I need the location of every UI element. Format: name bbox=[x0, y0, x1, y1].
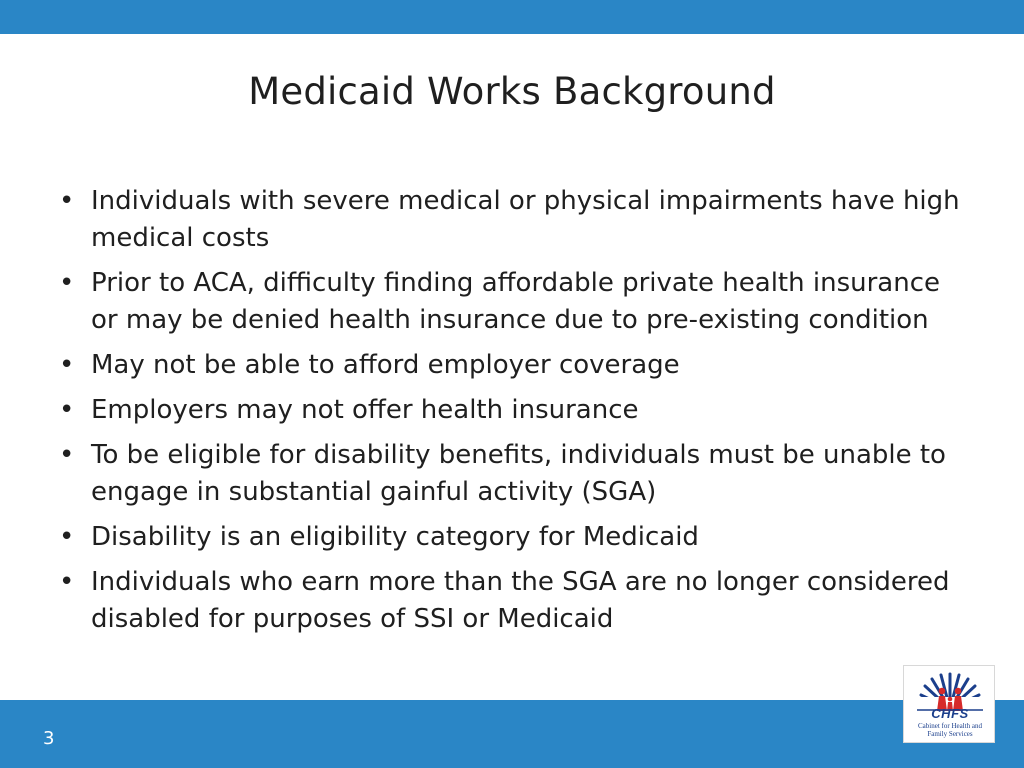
slide-title: Medicaid Works Background bbox=[248, 70, 776, 113]
bullet-item bbox=[58, 564, 973, 638]
bullet-item bbox=[58, 392, 973, 429]
bullet-text: May not be able to afford employer coverage bbox=[91, 350, 680, 380]
chfs-logo bbox=[903, 665, 995, 743]
bullet-dot-icon: • bbox=[59, 268, 75, 298]
bullet-item bbox=[58, 437, 973, 511]
bullet-dot-icon: • bbox=[59, 186, 75, 216]
bullet-text: Disability is an eligibility category for Medicaid bbox=[91, 522, 699, 552]
bullet-dot-icon: • bbox=[59, 350, 75, 380]
bullet-item bbox=[58, 347, 973, 384]
bullet-dot-icon: • bbox=[59, 567, 75, 597]
bullet-text: Individuals with severe medical or physical impairments have high medical costs bbox=[91, 186, 960, 253]
bullet-item bbox=[58, 183, 973, 257]
bottom-footer-bar bbox=[0, 700, 1024, 768]
chfs-family-logo-icon bbox=[913, 671, 987, 711]
bullet-item bbox=[58, 519, 973, 556]
bullet-text: To be eligible for disability benefits, individuals must be unable to engage in substantial gainful activity (SGA) bbox=[91, 440, 946, 507]
bullet-dot-icon: • bbox=[59, 395, 75, 425]
slide-number: 3 bbox=[43, 728, 55, 749]
chfs-logo-subtitle-line2: Family Services bbox=[927, 730, 973, 738]
bullet-dot-icon: • bbox=[59, 440, 75, 470]
bullet-text: Employers may not offer health insurance bbox=[91, 395, 639, 425]
chfs-logo-text: CHFS bbox=[931, 706, 969, 721]
bullet-item bbox=[58, 265, 973, 339]
bullet-list bbox=[58, 183, 973, 646]
top-accent-bar bbox=[0, 0, 1024, 34]
bullet-text: Individuals who earn more than the SGA are no longer considered disabled for purposes of SSI or Medicaid bbox=[91, 567, 950, 634]
bullet-text: Prior to ACA, difficulty finding affordable private health insurance or may be denied health insurance due to pre-existing condition bbox=[91, 268, 940, 335]
bullet-dot-icon: • bbox=[59, 522, 75, 552]
chfs-logo-subtitle bbox=[904, 722, 996, 738]
chfs-logo-subtitle-line1: Cabinet for Health and bbox=[918, 722, 982, 730]
